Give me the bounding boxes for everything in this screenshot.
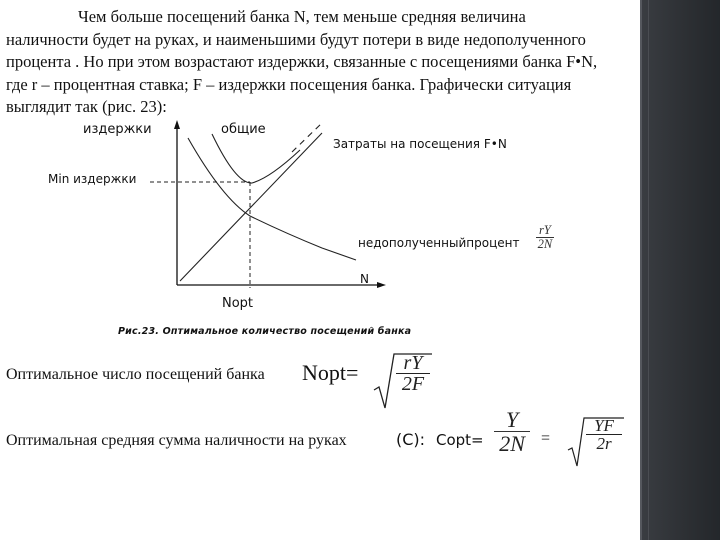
formula2-c-part: (С):	[396, 430, 426, 449]
formula2-lhs: Copt=	[436, 431, 484, 449]
formula1-sqrt-num: rY	[396, 353, 430, 374]
decorative-side-strip	[640, 0, 720, 540]
nopt-label: Nopt	[222, 296, 254, 311]
formula2-text: Оптимальная средняя сумма наличности на руках	[6, 432, 347, 449]
intro-paragraph: Чем больше посещений банка N, тем меньше средняя величина наличности будет на руках, и наименьшими будут потери в виде недополученного процента . Но при этом возрастают издержки, связанные с посещениями банка F•N, где r – процентная ставка; F – издержки посещения банка. Графически ситуация выглядит так (рис. 23):	[6, 7, 598, 116]
formula1-lhs: Nopt=	[302, 360, 359, 385]
total-cost-label: общие	[221, 122, 266, 137]
lost-interest-fraction	[536, 224, 554, 252]
figure-caption: Рис.23. Оптимальное количество посещений банка	[118, 326, 412, 337]
visit-cost-line	[180, 133, 322, 281]
formula2-sqrt-num: YF	[586, 417, 622, 435]
x-axis-label: N	[360, 272, 369, 286]
x-axis-arrow	[377, 282, 386, 288]
lost-interest-label: недополученныйпроцент	[358, 236, 520, 250]
visit-cost-label: Затраты на посещения F•N	[333, 137, 507, 151]
y-axis-label: издержки	[83, 122, 152, 137]
formula2-fraction	[494, 408, 530, 456]
formula1-sqrt-den: 2F	[401, 373, 425, 395]
formula2-frac-den: 2N	[499, 431, 525, 457]
lost-interest-numerator: rY	[536, 224, 554, 238]
formula1-sqrt	[372, 350, 434, 412]
formula1-text: Оптимальное число посещений банка	[6, 366, 265, 383]
formula2-equals: =	[541, 430, 551, 447]
y-axis-arrow	[174, 120, 180, 129]
formula2-frac-num: Y	[494, 408, 530, 432]
min-cost-label: Min издержки	[48, 172, 137, 186]
formula2-sqrt-den: 2r	[596, 434, 612, 453]
lost-interest-denominator: 2N	[537, 237, 553, 252]
total-cost-curve	[212, 134, 300, 183]
lost-interest-curve	[188, 138, 356, 260]
formula2-sqrt	[566, 414, 626, 470]
